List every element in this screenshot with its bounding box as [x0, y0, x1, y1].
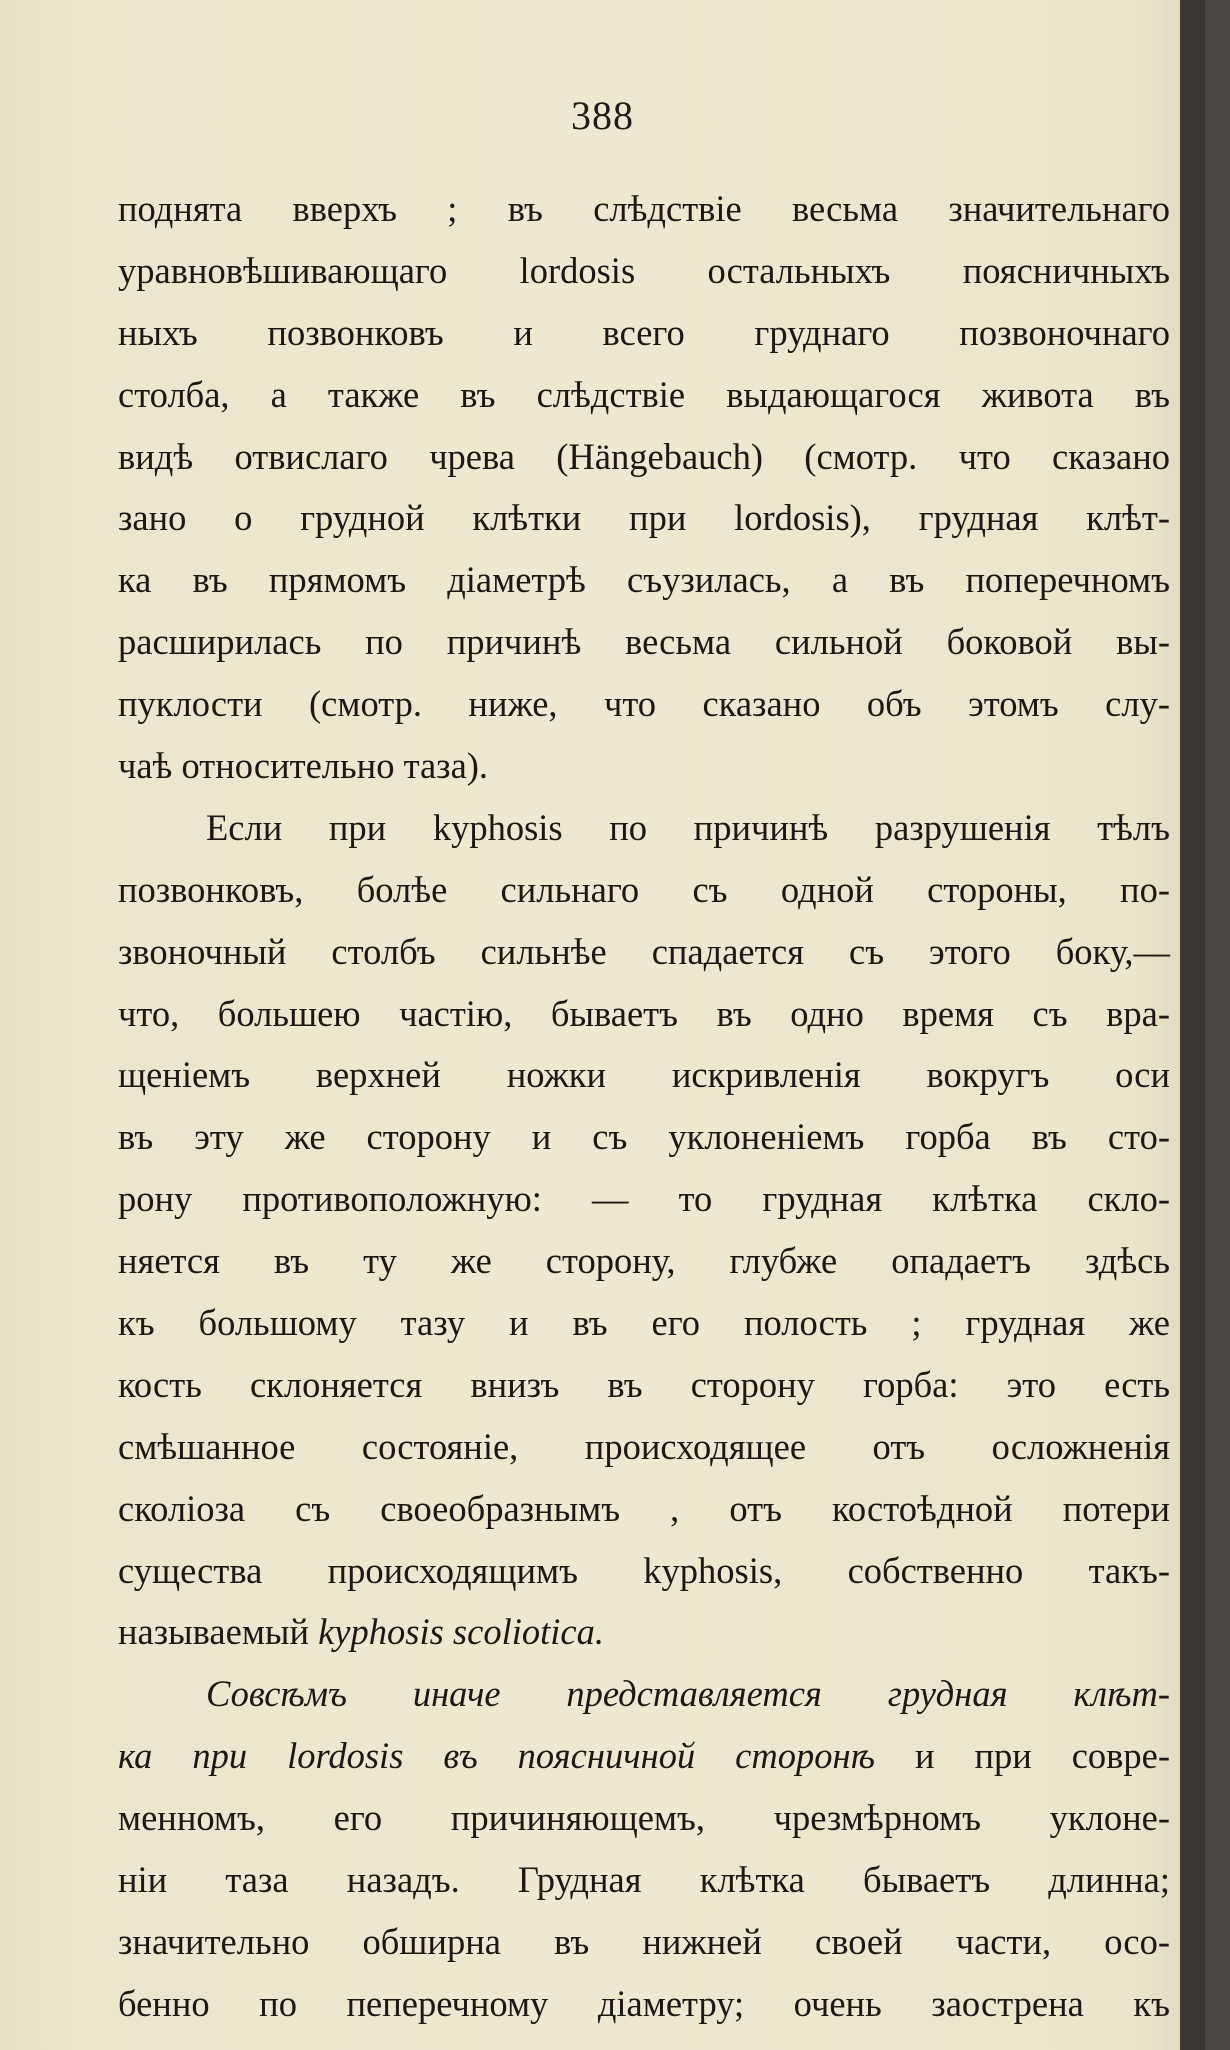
text-line: смѣшанное состояніе, происходящее отъ осложненія: [118, 1425, 1170, 1467]
text-line: щеніемъ верхней ножки искривленія вокругъ оси: [118, 1054, 1170, 1096]
text-line: поднята вверхъ ; въ слѣдствіе весьма значительнаго: [118, 188, 1170, 229]
text-line: ка въ прямомъ діаметрѣ съузилась, а въ поперечномъ: [118, 559, 1170, 601]
text-line: уравновѣшивающаго lordosis остальныхъ поясничныхъ: [118, 249, 1170, 291]
italic-heading: Совсѣмъ иначе представляется грудная клѣт-: [206, 1673, 1170, 1715]
text-line: столба, а также въ слѣдствіе выдающагося живота въ: [118, 373, 1170, 415]
text-line: существа происходящимъ kyphosis, собственно такъ-: [118, 1549, 1170, 1591]
text-line: няется въ ту же сторону, глубже опадаетъ здѣсь: [118, 1240, 1170, 1282]
text-line: сколіоза съ своеобразнымъ , отъ костоѣдной потери: [118, 1487, 1170, 1529]
text-line: къ большому тазу и въ его полость ; грудная же: [118, 1302, 1170, 1344]
text-line: звоночный столбъ сильнѣе спадается съ этого боку,—: [118, 930, 1170, 972]
text-line: ныхъ позвонковъ и всего груднаго позвоночнаго: [118, 311, 1170, 353]
text-line: что, большею частію, бываетъ въ одно время съ вра-: [118, 992, 1170, 1034]
text-line: позвонковъ, болѣе сильнаго съ одной стороны, по-: [118, 868, 1170, 910]
page-number: 388: [571, 93, 634, 138]
text-line: менномъ, его причиняющемъ, чрезмѣрномъ уклоне-: [118, 1797, 1170, 1839]
text-line: зано о грудной клѣтки при lordosis), грудная клѣт-: [118, 497, 1170, 539]
text-line: рону противоположную: — то грудная клѣтка скло-: [118, 1178, 1170, 1220]
text-line: въ эту же сторону и съ уклоненіемъ горба въ сто-: [118, 1116, 1170, 1158]
text-line: Если при kyphosis по причинѣ разрушенія тѣлъ: [206, 806, 1170, 848]
text-line: расширилась по причинѣ весьма сильной боковой вы-: [118, 621, 1170, 663]
text-line: [118, 1663, 1170, 1725]
text-line: ніи таза назадъ. Грудная клѣтка бываетъ длинна;: [118, 1859, 1170, 1901]
italic-term: kyphosis scoliotica.: [318, 1611, 604, 1653]
text-line: [118, 1725, 1170, 1787]
italic-heading: ка при lordosis въ поясничной сторонѣ: [118, 1735, 875, 1777]
text-line: бенно по пеперечному діаметру; очень заострена къ: [118, 1982, 1170, 2024]
body-text: [118, 178, 1170, 2035]
text-fragment: называемый: [118, 1611, 309, 1653]
text-line: видѣ отвислаго чрева (Hängebauch) (смотр. что сказано: [118, 435, 1170, 477]
text-line: значительно обширна въ нижней своей части, осо-: [118, 1920, 1170, 1962]
page-edge-shadow: [1180, 0, 1205, 2050]
text-line: [118, 1601, 1170, 1663]
text-line: пуклости (смотр. ниже, что сказано объ этомъ слу-: [118, 683, 1170, 725]
text-line: кость склоняется внизъ въ сторону горба: это есть: [118, 1363, 1170, 1405]
text-fragment: и при совре-: [914, 1735, 1171, 1777]
text-line: чаѣ относительно таза).: [118, 745, 489, 787]
